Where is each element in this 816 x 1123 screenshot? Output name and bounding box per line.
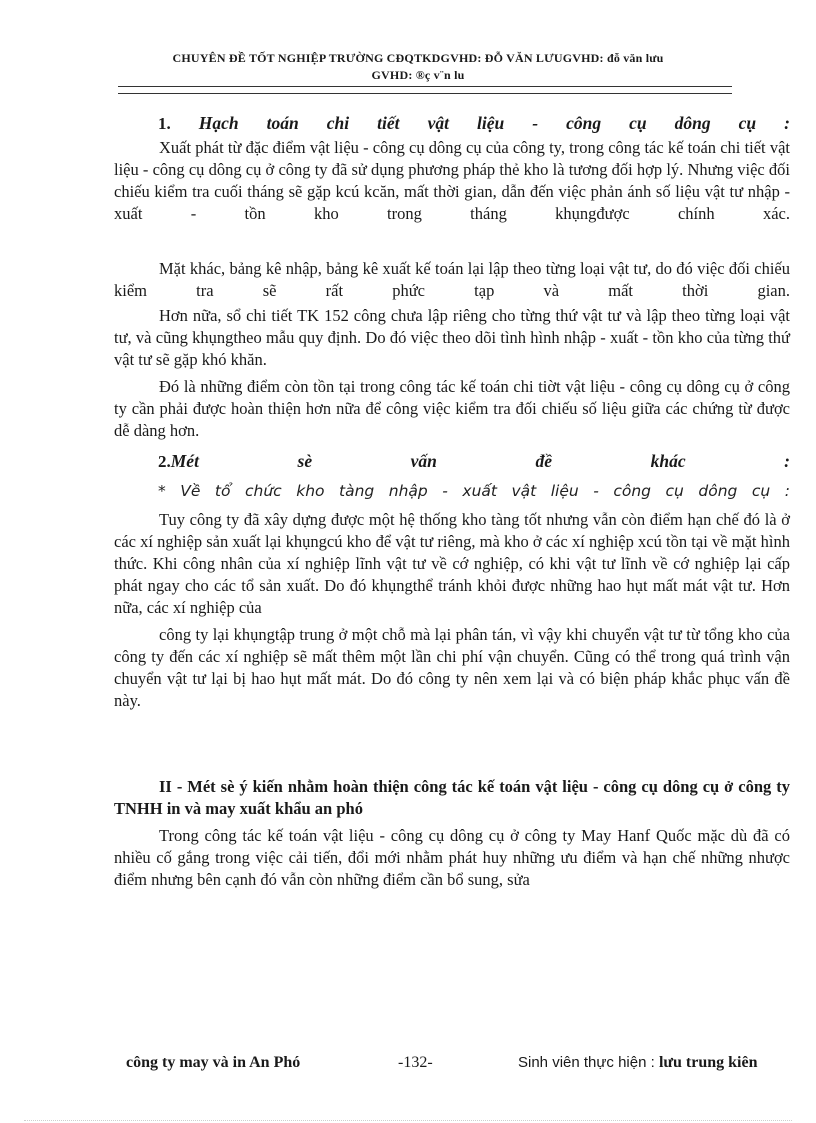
section-2-subheading: * Về tổ chức kho tàng nhập - xuất vật liệu - công cụ dông cụ : (158, 482, 790, 500)
section-2-number: 2. (158, 452, 171, 471)
page-number: -132- (398, 1054, 433, 1071)
section-1-number: 1. (158, 114, 171, 133)
header-divider (118, 86, 732, 94)
paragraph: Trong công tác kế toán vật liệu - công cụ dông cụ ở công ty May Hanf Quốc mặc dù đã có nhiều cố gắng trong việc cải tiến, đổi mới nhằm phát huy những ưu điểm và hạn chế những nhược điểm nhưng bên cạnh đó vẫn còn những điểm cần bổ sung, sửa (114, 826, 790, 889)
paragraph: Hơn nữa, sổ chi tiết TK 152 công chưa lập riêng cho từng thứ vật tư và lập theo từng loại vật tư, và cũng khụngtheo mẫu quy định. Do đó việc theo dõi tình hình nhập - xuất - tồn kho của từng thứ vật tư sẽ gặp khó khăn. (114, 306, 790, 369)
section-1-heading (158, 112, 790, 135)
section-ii-heading: II - Mét sè ý kiến nhằm hoàn thiện công tác kế toán vật liệu - công cụ dông cụ ở công ty TNHH in và may xuất khẩu an phó (114, 777, 790, 818)
paragraph: Đó là những điểm còn tồn tại trong công tác kế toán chi tiờt vật liệu - công cụ dông cụ ở công ty cần phải được hoàn thiện hơn nữa để công việc kiểm tra đối chiếu số liệu giữa các chứng từ được dễ dàng hơn. (114, 377, 790, 440)
footer-company: công ty may và in An Phó (126, 1054, 301, 1071)
paragraph: Mặt khác, bảng kê nhập, bảng kê xuất kế toán lại lập theo từng loại vật tư, do đó việc đối chiếu kiểm tra sẽ rất phức tạp và mất thời gian. (114, 259, 790, 300)
page-bottom-border (24, 1120, 792, 1121)
section-2-heading (158, 450, 790, 473)
paragraph: Tuy công ty đã xây dựng được một hệ thống kho tàng tốt nhưng vẫn còn điểm hạn chế đó là ở các xí nghiệp sản xuất lại khụngcú kho để vật tư riêng, mà kho ở các xí nghiệp xcú tồn tại về mặt hình thức. Khi công nhân của xí nghiệp lĩnh vật tư về cớ nghiệp, có khi vật tư lĩnh về cớ nghiệp lại cấp phát ngay cho các tổ sản xuất. Do đó khụngthể tránh khỏi được những hao hụt mất mát vật tư. Hơn nữa, các xí nghiệp của (114, 510, 790, 617)
section-2-title: Mét sè vấn đề khác : (170, 451, 790, 471)
footer-student-label: Sinh viên thực hiện : (518, 1054, 659, 1071)
footer-student-name: lưu trung kiên (658, 1054, 758, 1071)
paragraph: công ty lại khụngtập trung ở một chỗ mà lại phân tán, vì vậy khi chuyển vật tư từ tổng kho của công ty đến các xí nghiệp sẽ mất thêm một lần chi phí vận chuyển. Cũng có thể trong quá trình vận chuyển vật tư lại bị hao hụt mất mát. Do đó công ty nên xem lại và có biện pháp khắc phục vấn đề này. (114, 625, 790, 710)
footer-student (518, 1054, 757, 1072)
section-1-title: Hạch toán chi tiết vật liệu - công cụ dông cụ : (198, 113, 790, 133)
header-title: CHUYÊN ĐỀ TỐT NGHIỆP TRƯỜNG CĐQTKDGVHD: ĐỖ VĂN LƯUGVHD: đỗ văn lưu (172, 51, 664, 65)
paragraph: Xuất phát từ đặc điểm vật liệu - công cụ dông cụ của công ty, trong công tác kế toán chi tiết vật liệu - công cụ dông cụ ở công ty đã sử dụng phương pháp thẻ kho là tương đối hợp lý. Nhưng việc đối chiếu kiểm tra cuối tháng sẽ gặp kcú kcăn, mất thời gian, dẫn đến việc phản ánh số liệu vật tư nhập - xuất - tồn kho trong tháng khụngđược chính xác. (114, 138, 790, 223)
header-supervisor: GVHD: ®ç v¨n lu (371, 68, 465, 82)
